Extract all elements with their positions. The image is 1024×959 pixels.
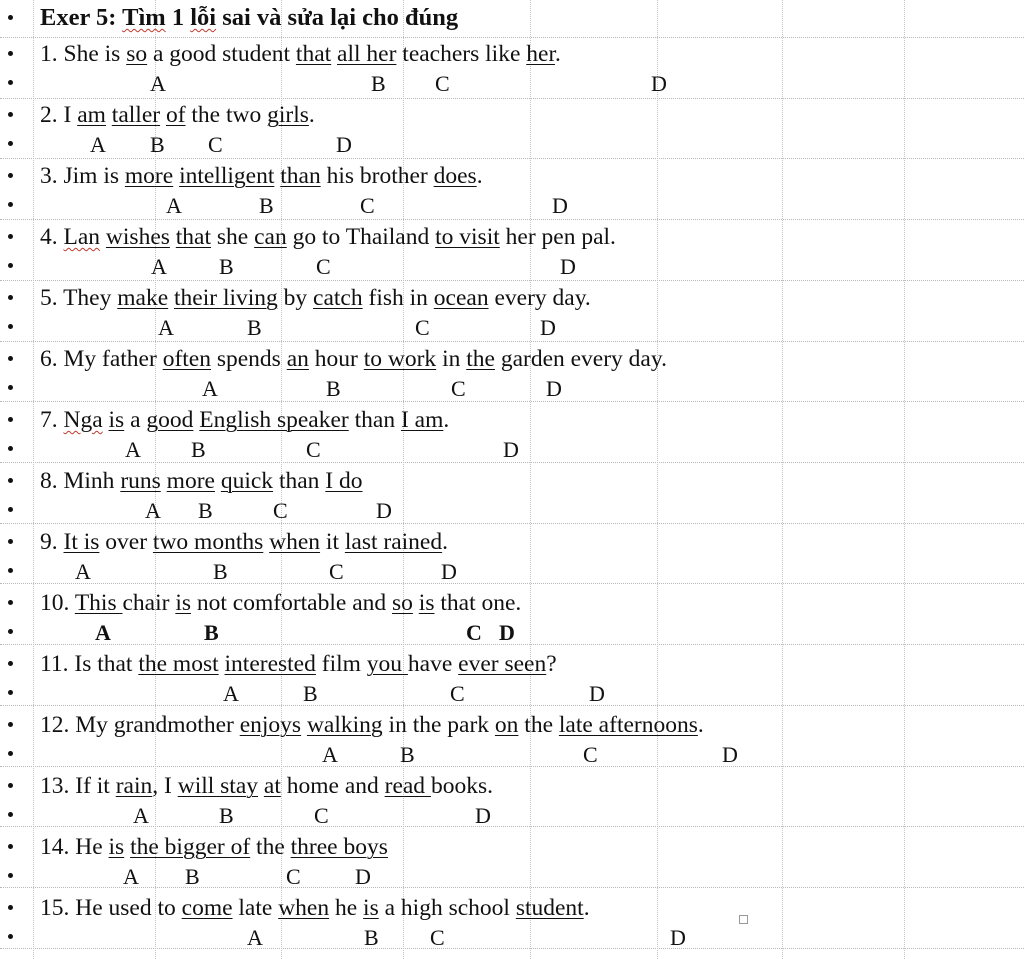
sentence-text: in the park bbox=[382, 712, 495, 738]
option-letter-c: C bbox=[360, 193, 375, 218]
underlined-segment: when bbox=[278, 895, 330, 921]
bullet-icon bbox=[8, 844, 13, 849]
underlined-segment: is bbox=[108, 834, 125, 860]
question-row bbox=[0, 343, 1024, 373]
sentence-text: 4. bbox=[40, 224, 64, 250]
sentence-text: than bbox=[273, 468, 326, 494]
option-letter-a: A bbox=[223, 681, 239, 706]
option-letters-row bbox=[0, 921, 1024, 951]
option-letter-d: D bbox=[670, 925, 686, 950]
bullet-icon bbox=[8, 905, 13, 910]
sentence-text: 8. Minh bbox=[40, 468, 121, 494]
option-letters-row bbox=[0, 616, 1024, 646]
title-number: 1 bbox=[165, 4, 191, 31]
underlined-segment: that bbox=[175, 224, 212, 250]
question-sentence bbox=[40, 40, 561, 68]
option-letter-d: D bbox=[546, 376, 562, 401]
sentence-text: 12. My grandmother bbox=[40, 712, 240, 738]
option-letter-d: D bbox=[499, 620, 515, 645]
sentence-text: 10. bbox=[40, 590, 75, 616]
question-sentence bbox=[40, 772, 493, 800]
option-letters-row bbox=[0, 189, 1024, 219]
option-letter-d: D bbox=[651, 71, 667, 96]
option-letter-b: B bbox=[219, 254, 234, 279]
option-letter-a: A bbox=[133, 803, 149, 828]
bullet-icon bbox=[8, 539, 13, 544]
option-letter-c: C bbox=[415, 315, 430, 340]
underlined-segment: I am bbox=[400, 407, 444, 433]
option-letter-c: C bbox=[316, 254, 331, 279]
underlined-segment: wishes bbox=[105, 224, 170, 250]
sentence-text: by bbox=[277, 285, 314, 311]
underlined-segment: all her bbox=[337, 41, 397, 67]
underlined-segment: good bbox=[146, 407, 194, 433]
option-letter-a: A bbox=[158, 315, 174, 340]
option-letter-b: B bbox=[198, 498, 213, 523]
bullet-icon bbox=[8, 15, 13, 20]
underlined-segment: last rained bbox=[344, 529, 443, 555]
bullet-icon bbox=[8, 783, 13, 788]
question-sentence bbox=[40, 711, 704, 739]
option-letter-a: A bbox=[145, 498, 161, 523]
option-letter-a: A bbox=[166, 193, 182, 218]
sentence-text: ? bbox=[546, 651, 557, 677]
sentence-text: . bbox=[442, 529, 448, 555]
sentence-text: have bbox=[407, 651, 459, 677]
question-row bbox=[0, 892, 1024, 922]
underlined-segment: to visit bbox=[435, 224, 500, 250]
question-sentence bbox=[40, 223, 616, 251]
underlined-segment: of bbox=[230, 834, 251, 860]
option-letters-row bbox=[0, 128, 1024, 158]
option-letter-d: D bbox=[589, 681, 605, 706]
bullet-icon bbox=[8, 417, 13, 422]
bullet-icon bbox=[8, 446, 13, 451]
question-sentence bbox=[40, 467, 362, 495]
option-letter-b: B bbox=[371, 71, 386, 96]
option-letter-d: D bbox=[560, 254, 576, 279]
underlined-segment: is bbox=[363, 895, 379, 921]
question-row bbox=[0, 404, 1024, 434]
underlined-segment: walking bbox=[306, 712, 383, 738]
option-letter-a: A bbox=[150, 71, 166, 96]
option-letter-d: D bbox=[722, 742, 738, 767]
sentence-text: teachers like bbox=[396, 41, 527, 67]
option-letters-row bbox=[0, 860, 1024, 890]
bullet-icon bbox=[8, 812, 13, 817]
underlined-segment: to work bbox=[363, 346, 437, 372]
sentence-text: chair bbox=[122, 590, 176, 616]
underlined-segment: enjoys bbox=[239, 712, 302, 738]
sentence-text: late bbox=[232, 895, 279, 921]
sentence-text: home and bbox=[280, 773, 385, 799]
option-letter-c: C bbox=[208, 132, 223, 157]
option-letter-b: B bbox=[364, 925, 379, 950]
option-letter-a: A bbox=[202, 376, 218, 401]
sentence-text: books. bbox=[430, 773, 493, 799]
sentence-text: hour bbox=[308, 346, 364, 372]
underlined-segment: of bbox=[165, 102, 186, 128]
underlined-segment: catch bbox=[313, 285, 363, 311]
sentence-text: fish in bbox=[362, 285, 434, 311]
underlined-segment: on bbox=[494, 712, 519, 738]
sentence-text: the bbox=[518, 712, 559, 738]
sentence-text: a bbox=[124, 407, 147, 433]
underlined-segment: is bbox=[108, 407, 125, 433]
option-letter-a: A bbox=[75, 559, 91, 584]
option-letters-row bbox=[0, 677, 1024, 707]
underlined-segment: so bbox=[392, 590, 413, 616]
title-rest: sai và sửa lại cho đúng bbox=[216, 4, 459, 31]
option-letter-d: D bbox=[540, 315, 556, 340]
question-row bbox=[0, 648, 1024, 678]
option-letter-b: B bbox=[400, 742, 415, 767]
underlined-segment: the bbox=[466, 346, 495, 372]
question-sentence bbox=[40, 528, 448, 556]
sentence-text: . bbox=[697, 712, 704, 738]
option-letters-row bbox=[0, 250, 1024, 280]
underlined-segment: will stay bbox=[177, 773, 259, 799]
sentence-text: that one. bbox=[434, 590, 522, 616]
guide-line bbox=[0, 341, 1024, 342]
underlined-segment: the most bbox=[138, 651, 219, 677]
bullet-icon bbox=[8, 173, 13, 178]
underlined-segment: three boys bbox=[290, 834, 388, 860]
guide-line bbox=[0, 280, 1024, 281]
underlined-segment: often bbox=[162, 346, 211, 372]
underlined-segment: can bbox=[254, 224, 287, 250]
bullet-icon bbox=[8, 722, 13, 727]
bullet-icon bbox=[8, 324, 13, 329]
option-letter-d: D bbox=[552, 193, 568, 218]
sentence-text: . bbox=[554, 41, 561, 67]
question-row bbox=[0, 38, 1024, 68]
option-letters-row bbox=[0, 311, 1024, 341]
option-letter-a: A bbox=[95, 620, 111, 645]
question-sentence bbox=[40, 162, 483, 190]
guide-line bbox=[0, 219, 1024, 220]
underlined-segment: This bbox=[74, 590, 123, 616]
question-row bbox=[0, 587, 1024, 617]
option-letter-c: C bbox=[450, 681, 465, 706]
underlined-segment: girls bbox=[267, 102, 309, 128]
option-letter-b: B bbox=[185, 864, 200, 889]
underlined-segment: the bigger bbox=[130, 834, 231, 860]
bullet-icon bbox=[8, 263, 13, 268]
underlined-segment: taller bbox=[111, 102, 161, 128]
option-letter-a: A bbox=[247, 925, 263, 950]
option-letter-a: A bbox=[125, 437, 141, 462]
question-row bbox=[0, 160, 1024, 190]
sentence-text: spends bbox=[210, 346, 287, 372]
underlined-segment: when bbox=[269, 529, 321, 555]
sentence-text: his brother bbox=[320, 163, 434, 189]
option-letters-row bbox=[0, 67, 1024, 97]
spellcheck-word: Lan bbox=[63, 224, 101, 250]
underlined-segment: at bbox=[263, 773, 281, 799]
question-sentence bbox=[40, 650, 557, 678]
exercise-title bbox=[40, 4, 458, 32]
sentence-text: the bbox=[250, 834, 291, 860]
sentence-text: than bbox=[348, 407, 401, 433]
underlined-segment: make bbox=[117, 285, 169, 311]
sentence-text: , I bbox=[152, 773, 178, 799]
option-letter-a: A bbox=[322, 742, 338, 767]
underlined-segment: is bbox=[175, 590, 192, 616]
question-sentence bbox=[40, 406, 449, 434]
option-letter-c: C bbox=[583, 742, 598, 767]
underlined-segment: their living bbox=[174, 285, 278, 311]
option-letter-b: B bbox=[204, 620, 219, 645]
resize-handle[interactable] bbox=[739, 915, 748, 924]
option-letter-b: B bbox=[191, 437, 206, 462]
underlined-segment: you bbox=[366, 651, 408, 677]
option-letter-b: B bbox=[150, 132, 165, 157]
sentence-text: over bbox=[99, 529, 153, 555]
option-letter-c: C bbox=[306, 437, 321, 462]
underlined-segment: is bbox=[418, 590, 435, 616]
bullet-icon bbox=[8, 385, 13, 390]
option-letters-row bbox=[0, 494, 1024, 524]
option-letter-a: A bbox=[90, 132, 106, 157]
bullet-icon bbox=[8, 202, 13, 207]
question-row bbox=[0, 526, 1024, 556]
option-letter-c: C bbox=[435, 71, 450, 96]
bullet-icon bbox=[8, 80, 13, 85]
title-word-tim: Tìm bbox=[122, 4, 166, 31]
underlined-segment: an bbox=[286, 346, 309, 372]
sentence-text: a high school bbox=[378, 895, 516, 921]
question-sentence bbox=[40, 101, 315, 129]
sentence-text: 2. I bbox=[40, 102, 78, 128]
underlined-segment: so bbox=[126, 41, 148, 67]
option-letter-b: B bbox=[213, 559, 228, 584]
sentence-text: . bbox=[583, 895, 590, 921]
sentence-text: film bbox=[315, 651, 367, 677]
sentence-text: go to Thailand bbox=[286, 224, 436, 250]
sentence-text: 9. bbox=[40, 529, 64, 555]
question-row bbox=[0, 770, 1024, 800]
option-letter-d: D bbox=[475, 803, 491, 828]
underlined-segment: late afternoons bbox=[558, 712, 698, 738]
option-letter-b: B bbox=[247, 315, 262, 340]
option-letter-c: C bbox=[286, 864, 301, 889]
option-letter-b: B bbox=[303, 681, 318, 706]
option-letter-d: D bbox=[376, 498, 392, 523]
sentence-text: every day. bbox=[488, 285, 591, 311]
sentence-text: 1. She is bbox=[40, 41, 127, 67]
underlined-segment: rain bbox=[115, 773, 153, 799]
bullet-icon bbox=[8, 568, 13, 573]
sentence-text: she bbox=[211, 224, 255, 250]
sentence-text: . bbox=[308, 102, 315, 128]
sentence-text: not comfortable and bbox=[191, 590, 393, 616]
title-word-loi: lỗi bbox=[190, 4, 217, 31]
question-row bbox=[0, 99, 1024, 129]
underlined-segment: interested bbox=[224, 651, 316, 677]
option-letters-row bbox=[0, 738, 1024, 768]
option-letter-b: B bbox=[219, 803, 234, 828]
bullet-icon bbox=[8, 295, 13, 300]
option-letter-d: D bbox=[441, 559, 457, 584]
underlined-segment: more bbox=[124, 163, 174, 189]
underlined-segment: does bbox=[433, 163, 477, 189]
option-letter-b: B bbox=[326, 376, 341, 401]
sentence-text: 15. He used to bbox=[40, 895, 182, 921]
question-sentence bbox=[40, 345, 667, 373]
bullet-icon bbox=[8, 478, 13, 483]
sentence-text: 14. He bbox=[40, 834, 109, 860]
underlined-segment: runs bbox=[120, 468, 161, 494]
sentence-text: 3. Jim is bbox=[40, 163, 125, 189]
bullet-icon bbox=[8, 51, 13, 56]
question-sentence bbox=[40, 894, 590, 922]
bullet-icon bbox=[8, 751, 13, 756]
sentence-text: 6. My father bbox=[40, 346, 163, 372]
sentence-text: her pen pal. bbox=[499, 224, 616, 250]
bullet-icon bbox=[8, 690, 13, 695]
option-letters-row bbox=[0, 372, 1024, 402]
underlined-segment: It is bbox=[63, 529, 100, 555]
underlined-segment: more bbox=[166, 468, 215, 494]
option-letter-b: B bbox=[259, 193, 274, 218]
underlined-segment: read bbox=[384, 773, 431, 799]
bullet-icon bbox=[8, 112, 13, 117]
bullet-icon bbox=[8, 141, 13, 146]
question-sentence bbox=[40, 284, 591, 312]
underlined-segment: ocean bbox=[433, 285, 489, 311]
underlined-segment: her bbox=[526, 41, 555, 67]
option-letters-row bbox=[0, 433, 1024, 463]
guide-line bbox=[0, 158, 1024, 159]
bullet-icon bbox=[8, 934, 13, 939]
underlined-segment: intelligent bbox=[179, 163, 275, 189]
option-letters-row bbox=[0, 799, 1024, 829]
sentence-text: it bbox=[320, 529, 345, 555]
option-letter-c: C bbox=[466, 620, 482, 645]
option-letter-c: C bbox=[273, 498, 288, 523]
sentence-text: . bbox=[443, 407, 450, 433]
sentence-text: the two bbox=[185, 102, 268, 128]
bullet-icon bbox=[8, 507, 13, 512]
question-row bbox=[0, 709, 1024, 739]
title-prefix: Exer 5: bbox=[40, 4, 123, 31]
option-letter-d: D bbox=[503, 437, 519, 462]
bullet-icon bbox=[8, 234, 13, 239]
option-letter-c: C bbox=[451, 376, 466, 401]
underlined-segment: come bbox=[181, 895, 233, 921]
option-letter-c: C bbox=[430, 925, 445, 950]
sentence-text: 7. bbox=[40, 407, 64, 433]
underlined-segment: student bbox=[515, 895, 584, 921]
bullet-icon bbox=[8, 356, 13, 361]
underlined-segment: ever seen bbox=[458, 651, 547, 677]
sentence-text: garden every day. bbox=[494, 346, 667, 372]
question-row bbox=[0, 831, 1024, 861]
option-letter-d: D bbox=[336, 132, 352, 157]
underlined-segment: than bbox=[280, 163, 321, 189]
option-letter-d: D bbox=[355, 864, 371, 889]
bullet-icon bbox=[8, 873, 13, 878]
bullet-icon bbox=[8, 600, 13, 605]
sentence-text: 11. Is that bbox=[40, 651, 139, 677]
underlined-segment: am bbox=[77, 102, 106, 128]
question-row bbox=[0, 221, 1024, 251]
exercise-title-row bbox=[0, 2, 1024, 32]
spellcheck-word: Nga bbox=[63, 407, 103, 433]
bullet-icon bbox=[8, 629, 13, 634]
option-letter-c: C bbox=[314, 803, 329, 828]
sentence-text: he bbox=[329, 895, 364, 921]
bullet-icon bbox=[8, 661, 13, 666]
option-letter-c: C bbox=[329, 559, 344, 584]
underlined-segment: I do bbox=[325, 468, 363, 494]
underlined-segment: English speaker bbox=[199, 407, 349, 433]
option-letter-a: A bbox=[123, 864, 139, 889]
question-row bbox=[0, 465, 1024, 495]
underlined-segment: two months bbox=[152, 529, 264, 555]
underlined-segment: that bbox=[295, 41, 332, 67]
question-sentence bbox=[40, 833, 388, 861]
question-sentence bbox=[40, 589, 521, 617]
option-letter-a: A bbox=[151, 254, 167, 279]
underlined-segment: quick bbox=[220, 468, 274, 494]
sentence-text: 5. They bbox=[40, 285, 118, 311]
sentence-text: 13. If it bbox=[40, 773, 116, 799]
sentence-text: . bbox=[476, 163, 483, 189]
sentence-text: in bbox=[436, 346, 467, 372]
option-letters-row bbox=[0, 555, 1024, 585]
question-row bbox=[0, 282, 1024, 312]
sentence-text: a good student bbox=[147, 41, 296, 67]
